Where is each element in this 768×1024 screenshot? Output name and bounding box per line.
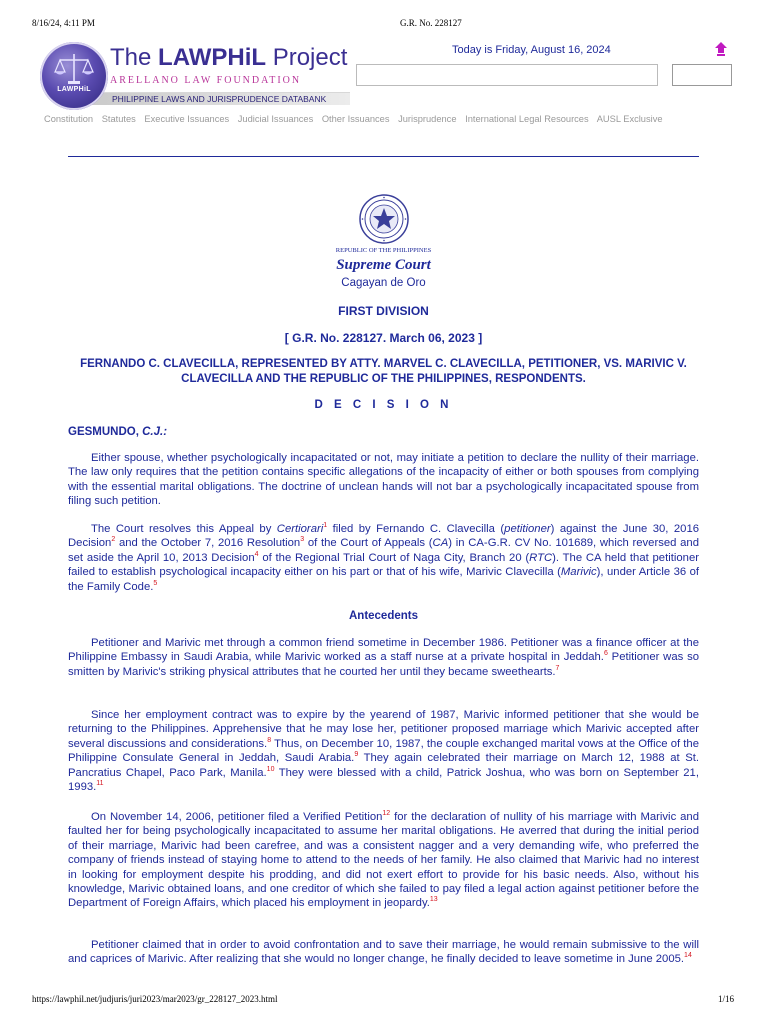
- court-name: Supreme Court: [336, 257, 431, 273]
- court-city: Cagayan de Oro: [341, 277, 426, 289]
- footnote-link[interactable]: 2: [111, 536, 116, 544]
- paragraph-6: Petitioner claimed that in order to avoid confrontation and to save their marriage, he would remain submissive to the will and caprices of Marivic. After realizing that she would no longer change, he finally decided to leave sometime in June 2005.14: [68, 939, 699, 966]
- site-subtitle: ARELLANO LAW FOUNDATION: [110, 75, 302, 86]
- footnote-link[interactable]: 4: [254, 551, 259, 559]
- footnote-link[interactable]: 8: [267, 737, 272, 745]
- republic-label: REPUBLIC OF THE PHILIPPINES: [335, 247, 432, 254]
- nav-other-issuances[interactable]: Other Issuances: [321, 114, 390, 124]
- scales-icon: [54, 52, 94, 86]
- paragraph-4: Since her employment contract was to expire by the yearend of 1987, Marivic informed petitioner that she would be returning to the Philippines. Apprehensive that he may lose her, petitioner proposed marriage which Marivic accepted after several discussions and considerations.$^8$ Thus, on December 10, 1987, the couple exchanged marital vows at the Office of the Philippine Consulate General in Jeddah, Saudi Arabia.$^9$ They again celebrated their marriage on March 12, 1988 at St. Pancratius Chapel, Paco Park, Manila.$^{10}$ They were blessed with a child, Patrick Joshua, who was born on September 21, 1993.11: [68, 709, 700, 794]
- nav-international-legal-resources[interactable]: International Legal Resources: [465, 114, 589, 124]
- print-url: https://lawphil.net/judjuris/juri2023/mar2023/gr_228127_2023.html: [32, 994, 278, 1004]
- tagline: PHILIPPINE LAWS AND JURISPRUDENCE DATABANK: [112, 94, 327, 104]
- footnote-link[interactable]: 12: [382, 810, 391, 818]
- print-page-number: 1/16: [718, 994, 735, 1004]
- paragraph-3: Petitioner and Marivic met through a common friend sometime in December 1986. Petitioner was a finance officer at the Philippine Embassy in Saudi Arabia, while Marivic worked as a staff nurse at a private hospital in Jeddah.$^6$ Petitioner was so smitten by Marivic's striking physical attributes that he courted her until they became sweethearts.$^7$: [68, 637, 699, 678]
- decision-heading: D E C I S I O N: [314, 399, 453, 411]
- footnote-link[interactable]: 13: [429, 896, 438, 904]
- supreme-court-seal-icon: [359, 194, 409, 244]
- footnote-link[interactable]: 3: [300, 536, 305, 544]
- lawphil-banner[interactable]: [40, 42, 350, 114]
- footnote-link[interactable]: 10: [266, 765, 275, 773]
- search-button[interactable]: [672, 64, 732, 86]
- case-parties: FERNANDO C. CLAVECILLA, REPRESENTED BY ATTY. MARVEL C. CLAVECILLA, PETITIONER, VS. MARIVIC V. CLAVECILLA AND THE REPUBLIC OF THE PHILIPPINES, RESPONDENTS.: [80, 358, 687, 385]
- footnote-link[interactable]: 14: [684, 952, 692, 960]
- footnote-link[interactable]: 9: [354, 751, 359, 759]
- footnote-link[interactable]: 5: [153, 579, 158, 587]
- tagline-bar: [80, 92, 350, 105]
- nav-ausl-exclusive[interactable]: AUSL Exclusive: [596, 114, 663, 124]
- nav-statutes[interactable]: Statutes: [101, 114, 136, 124]
- paragraph-1: Either spouse, whether psychologically incapacitated or not, may initiate a petition to declare the nullity of their marriage. The law only requires that the petition contains specific allegations of the incapacity of either or both spouses from complying with the essential marital obligations. The doctrine of unclean hands will not bar a psychologically incapacitated spouse from filing such petition.: [68, 452, 699, 508]
- paragraph-2: The Court resolves this Appeal by Certiorari$^1$ filed by Fernando C. Clavecilla (petitioner) against the June 30, 2016 Decision$^2$ and the October 7, 2016 Resolution$^3$ of the Court of Appeals (CA) in CA-G.R. CV No. 101689, which reversed and set aside the April 10, 2013 Decision$^4$ of the Regional Trial Court of Naga City, Branch 20 (RTC). The CA held that petitioner failed to establish psychological incapacity either on his part or that of his wife, Marivic Clavecilla (Marivic), under Article 36 of the Family Code.$^5$: [68, 522, 700, 593]
- search-input[interactable]: [356, 64, 658, 86]
- nav-constitution[interactable]: Constitution: [44, 114, 94, 124]
- ponente: GESMUNDO, C.J.:: [68, 426, 168, 438]
- print-datetime: 8/16/24, 4:11 PM: [32, 18, 95, 28]
- case-number: [ G.R. No. 228127. March 06, 2023 ]: [284, 331, 483, 345]
- logo-caption: LAWPHiL: [57, 86, 91, 93]
- section-antecedents: Antecedents: [348, 610, 419, 622]
- footnote-link[interactable]: 7: [555, 665, 560, 673]
- paragraph-5: On November 14, 2006, petitioner filed a Verified Petition$^{12}$ for the declaration of nullity of his marriage with Marivic and faulted her for being psychologically incapacitated to assume her marital obligations. He averred that during the initial period of their marriage, Marivic had been carefree, and was a consistent nagger and a very demanding wife, who preferred the company of friends instead of staying home to attend to the needs of her family. He also claimed that Marivic had no interest in looking for employment despite his prodding, and did not exert effort to provide for his basic needs. Also, without his knowledge, Marivic obtained loans, and one creditor of which she failed to pay filed a legal action against petitioner before the Department of Foreign Affairs, which placed his employment in jeopardy.$^{13}$: [68, 810, 699, 910]
- today-date: Today is Friday, August 16, 2024: [452, 44, 611, 56]
- lawphil-logo: [40, 42, 108, 110]
- home-arrow-icon[interactable]: [714, 41, 728, 57]
- site-title: The LAWPHiL Project: [110, 44, 348, 71]
- nav-executive-issuances[interactable]: Executive Issuances: [144, 114, 230, 124]
- footnote-link[interactable]: 6: [603, 650, 608, 658]
- nav-jurisprudence[interactable]: Jurisprudence: [398, 114, 457, 124]
- print-doc-title: G.R. No. 228127: [400, 18, 462, 28]
- header-divider: [68, 156, 699, 157]
- footnote-link[interactable]: 11: [96, 780, 104, 788]
- nav-judicial-issuances[interactable]: Judicial Issuances: [237, 114, 314, 124]
- division-label: FIRST DIVISION: [338, 304, 429, 318]
- footnote-link[interactable]: 1: [323, 522, 328, 530]
- main-nav: [44, 114, 734, 124]
